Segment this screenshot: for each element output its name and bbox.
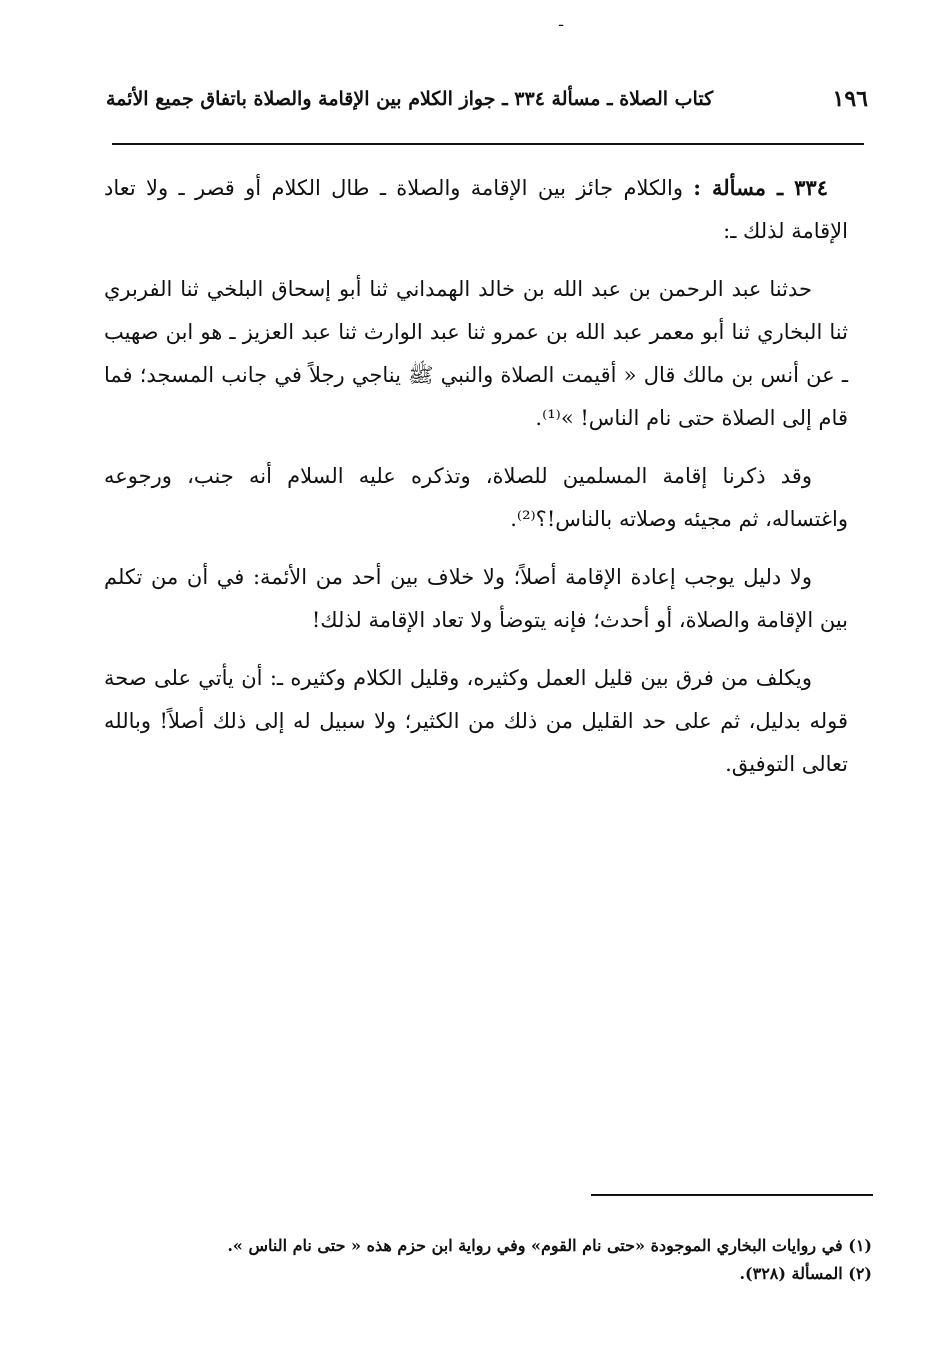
argument-paragraph-1: وقد ذكرنا إقامة المسلمين للصلاة، وتذكره عليه السلام أنه جنب، ورجوعه واغتساله، ثم مجيئه وصلاته بالناس!؟⁽²⁾. xyxy=(104,464,848,531)
page-header xyxy=(106,82,868,122)
footnote-1: (١) في روايات البخاري الموجودة «حتى نام القوم» وفي رواية ابن حزم هذه « حتى نام الناس ». xyxy=(227,1236,872,1255)
running-title: كتاب الصلاة ـ مسألة ٣٣٤ ـ جواز الكلام بين الإقامة والصلاة باتفاق جميع الأئمة xyxy=(106,88,714,110)
top-mark: ـ xyxy=(559,14,564,30)
main-text xyxy=(104,166,848,801)
argument-paragraph-3: ويكلف من فرق بين قليل العمل وكثيره، وقليل الكلام وكثيره ـ: أن يأتي على صحة قوله بدليل، ثم على حد القليل من ذلك من الكثير؛ ولا سبيل له إلى ذلك أصلاً! وبالله تعالى التوفيق. xyxy=(104,666,848,776)
footnotes xyxy=(180,1232,872,1288)
argument-paragraph-2: ولا دليل يوجب إعادة الإقامة أصلاً؛ ولا خلاف بين أحد من الأئمة: في أن من تكلم بين الإقامة والصلاة، أو أحدث؛ فإنه يتوضأ ولا تعاد الإقامة لذلك! xyxy=(104,565,848,632)
footnote-2: (٢) المسألة (٣٢٨). xyxy=(739,1264,872,1283)
page-number: ١٩٦ xyxy=(832,86,868,112)
issue-paragraph xyxy=(104,166,848,253)
issue-text: والكلام جائز بين الإقامة والصلاة ـ طال الكلام أو قصر ـ ولا تعاد الإقامة لذلك ـ: xyxy=(104,176,848,243)
hadith-paragraph: حدثنا عبد الرحمن بن عبد الله بن خالد الهمداني ثنا أبو إسحاق البلخي ثنا الفربري ثنا البخاري ثنا أبو معمر عبد الله بن عمرو ثنا عبد الوارث ثنا عبد العزيز ـ هو ابن صهيب ـ عن أنس بن مالك قال « أقيمت الصلاة والنبي ﷺ يناجي رجلاً في جانب المسجد؛ فما قام إلى الصلاة حتى نام الناس! »⁽¹⁾. xyxy=(104,277,848,430)
footnote-divider xyxy=(591,1194,873,1196)
issue-label: ٣٣٤ ـ مسألة : xyxy=(693,175,828,200)
header-divider xyxy=(112,143,864,145)
